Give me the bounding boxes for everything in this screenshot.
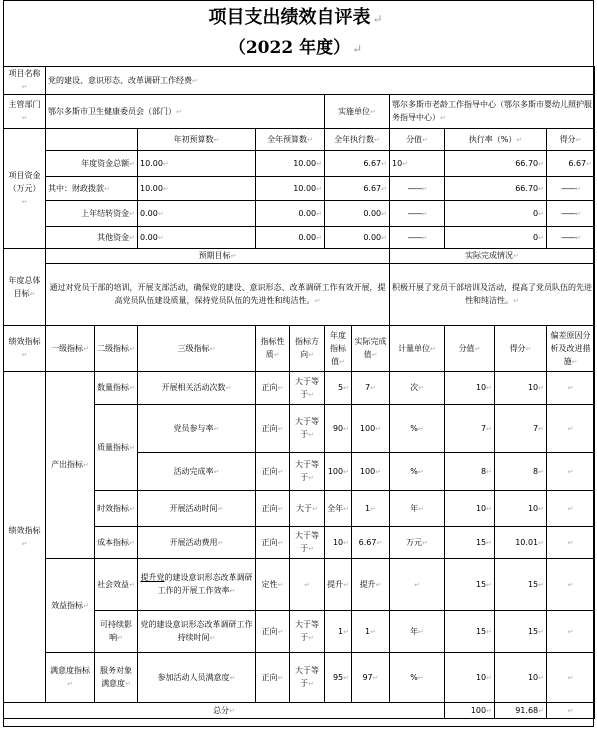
indicator-actual: 1 ↵ xyxy=(352,611,390,653)
indicator-nature: 正向 ↵ xyxy=(256,527,290,559)
dept-value: 鄂尔多斯市卫生健康委员会（部门） ↵ xyxy=(46,95,325,129)
indicator-score-value: 15 ↵ xyxy=(445,611,495,653)
goals-actual-text: 积极开展了党员干部培训及活动，提高了党员队伍的先进性和纯洁性。 ↵ xyxy=(390,264,595,326)
indicator-actual: 提升 ↵ xyxy=(352,559,390,611)
row-indicator-header xyxy=(4,326,595,372)
service-satisfaction-label: 服务对象满意度 ↵ xyxy=(95,653,138,703)
funds-header-executed: 全年执行数 ↵ xyxy=(325,129,390,151)
indicator-name: 参加活动人员满意度 ↵ xyxy=(138,653,256,703)
funds-annual: 0.00 ↵ xyxy=(256,227,325,249)
total-score-value: 100 ↵ xyxy=(445,703,495,719)
indicator-unit: 年 ↵ xyxy=(390,611,445,653)
indicator-score: 10 ↵ xyxy=(495,372,547,405)
indicator-unit: 年 ↵ xyxy=(390,491,445,527)
effect-indicator-label: 效益指标 ↵ xyxy=(46,559,95,653)
quantity-indicator-label: 数量指标 ↵ xyxy=(95,372,138,405)
indicator-direction: 大于等于 ↵ xyxy=(290,372,325,405)
row-funds-fiscal xyxy=(4,177,595,201)
indicator-unit: % ↵ xyxy=(390,653,445,703)
indicator-score-value: 10 ↵ xyxy=(445,653,495,703)
row-funds-other xyxy=(4,227,595,249)
impl-label: 实施单位 ↵ xyxy=(325,95,390,129)
indicator-actual: 100 ↵ xyxy=(352,405,390,453)
funds-row-name: 其中：财政拨款 ↵ xyxy=(46,177,138,201)
indicator-unit: 次 ↵ xyxy=(390,372,445,405)
ind-header-level3: 三级指标 ↵ xyxy=(138,326,256,372)
funds-rate: 66.70 ↵ xyxy=(445,151,547,177)
indicator-name: 党的建设意识形态改革调研工作持续时间 ↵ xyxy=(138,611,256,653)
indicator-annual: 1 ↵ xyxy=(325,611,352,653)
dept-label: 主管部门 ↵ xyxy=(4,95,46,129)
indicator-annual: 5 ↵ xyxy=(325,372,352,405)
indicator-unit: % ↵ xyxy=(390,405,445,453)
funds-row-name: 年度资金总额 ↵ xyxy=(46,151,138,177)
indicator-name: 活动完成率 ↵ xyxy=(138,453,256,491)
indicator-deviation xyxy=(547,527,595,559)
indicator-row xyxy=(4,653,595,703)
row-funds-total xyxy=(4,151,595,177)
indicator-nature: 定性 ↵ xyxy=(256,559,290,611)
indicator-actual: 97 ↵ xyxy=(352,653,390,703)
funds-annual: 10.00 ↵ xyxy=(256,177,325,201)
indicator-direction: 大于 ↵ xyxy=(290,491,325,527)
indicator-deviation xyxy=(547,653,595,703)
row-funds-header xyxy=(4,129,595,151)
funds-score-value: —— ↵ xyxy=(390,201,445,227)
project-name-label: 项目名称 ↵ xyxy=(4,67,46,95)
ind-header-deviation: 偏差原因分析及改进措施 ↵ xyxy=(547,326,595,372)
output-indicator-label: 产出指标 ↵ xyxy=(46,372,95,559)
funds-score-value: 10 ↵ xyxy=(390,151,445,177)
indicator-row xyxy=(4,559,595,611)
indicator-nature: 正向 ↵ xyxy=(256,453,290,491)
funds-score: —— ↵ xyxy=(547,227,595,249)
indicator-score: 15 ↵ xyxy=(495,611,547,653)
indicator-annual: 全年 ↵ xyxy=(325,491,352,527)
ind-header-actual: 实际完成值 ↵ xyxy=(352,326,390,372)
ind-header-score: 得分 ↵ xyxy=(495,326,547,372)
indicator-direction: 大于等于 ↵ xyxy=(290,611,325,653)
sustain-label: 可持续影响 ↵ xyxy=(95,611,138,653)
indicator-actual: 1 ↵ xyxy=(352,491,390,527)
indicator-direction: 大于等于 ↵ xyxy=(290,453,325,491)
funds-annual: 10.00 ↵ xyxy=(256,151,325,177)
funds-score-value: —— ↵ xyxy=(390,227,445,249)
indicator-deviation xyxy=(547,453,595,491)
indicator-deviation xyxy=(547,405,595,453)
ind-header-unit: 计量单位 ↵ xyxy=(390,326,445,372)
indicator-direction: 大于等于 ↵ xyxy=(290,405,325,453)
indicator-score-value: 10 ↵ xyxy=(445,491,495,527)
ind-header-nature: 指标性质 ↵ xyxy=(256,326,290,372)
year-text: （2022 年度） xyxy=(228,38,351,58)
total-score: 91.68 ↵ xyxy=(495,703,547,719)
row-total xyxy=(4,703,595,719)
funds-executed: 6.67 ↵ xyxy=(325,177,390,201)
indicator-nature: 正向 ↵ xyxy=(256,611,290,653)
indicator-direction: 大于等于 ↵ xyxy=(290,653,325,703)
indicator-unit: 万元 ↵ xyxy=(390,527,445,559)
funds-initial: 0.00 ↵ xyxy=(138,227,256,249)
indicator-name: 党员参与率 ↵ xyxy=(138,405,256,453)
indicator-name: 开展活动时间 ↵ xyxy=(138,491,256,527)
indicator-nature: 正向 ↵ xyxy=(256,491,290,527)
row-department xyxy=(4,95,595,129)
indicator-annual: 提升 ↵ xyxy=(325,559,352,611)
total-label: 总分 ↵ xyxy=(4,703,445,719)
indicator-name: 开展相关活动次数 ↵ xyxy=(138,372,256,405)
indicator-actual: 100 ↵ xyxy=(352,453,390,491)
ind-header-level1: 一级指标 ↵ xyxy=(46,326,95,372)
funds-score-value: —— ↵ xyxy=(390,177,445,201)
goals-expected-label: 预期目标 ↵ xyxy=(46,249,390,264)
funds-row-name: 其他资金 ↵ xyxy=(46,227,138,249)
funds-initial: 10.00 ↵ xyxy=(138,177,256,201)
indicator-annual: 100 ↵ xyxy=(325,453,352,491)
social-benefit-label: 社会效益 ↵ xyxy=(95,559,138,611)
cost-indicator-label: 成本指标 ↵ xyxy=(95,527,138,559)
indicator-unit xyxy=(390,559,445,611)
indicator-direction xyxy=(290,559,325,611)
funds-score: —— ↵ xyxy=(547,177,595,201)
funds-rate: 0 ↵ xyxy=(445,227,547,249)
indicator-score-value: 7 ↵ xyxy=(445,405,495,453)
goals-expected-text: 通过对党员干部的培训，开展支部活动，确保党的建设、意识形态、改革调研工作有效开展，提高党员队伍建设质量，保持党员队伍的先进性和纯洁性。 ↵ xyxy=(46,264,390,326)
ind-header-annual: 年度指标值 ↵ xyxy=(325,326,352,372)
indicator-annual: 90 ↵ xyxy=(325,405,352,453)
ind-header-score-value: 分值 ↵ xyxy=(445,326,495,372)
funds-executed: 6.67 ↵ xyxy=(325,151,390,177)
quality-indicator-label: 质量指标 ↵ xyxy=(95,405,138,491)
indicator-name: 开展活动费用 ↵ xyxy=(138,527,256,559)
row-goals-header xyxy=(4,249,595,264)
indicator-annual: 95 ↵ xyxy=(325,653,352,703)
funds-rate: 0 ↵ xyxy=(445,201,547,227)
indicator-deviation xyxy=(547,559,595,611)
ind-header-level2: 二级指标 ↵ xyxy=(95,326,138,372)
project-name-value: 党的建设、意识形态、改革调研工作经费 ↵ xyxy=(46,67,595,95)
funds-header-annual: 全年预算数 ↵ xyxy=(256,129,325,151)
indicator-nature: 正向 ↵ xyxy=(256,372,290,405)
funds-score: —— ↵ xyxy=(547,201,595,227)
ind-col0-label: 绩效指标 ↵ xyxy=(4,372,46,703)
indicator-score: 8 ↵ xyxy=(495,453,547,491)
indicator-direction: 大于等于 ↵ xyxy=(290,527,325,559)
funds-label: 项目资金（万元） ↵ xyxy=(4,129,46,249)
indicator-nature: 正向 ↵ xyxy=(256,405,290,453)
indicator-actual: 6.67 ↵ xyxy=(352,527,390,559)
indicator-name-rest: 的建设意识形态改革调研工作的开展工作效率 xyxy=(157,573,253,595)
indicator-score: 7 ↵ xyxy=(495,405,547,453)
indicator-score: 10 ↵ xyxy=(495,653,547,703)
row-project-name xyxy=(4,67,595,95)
ind-header-direction: 指标方向 ↵ xyxy=(290,326,325,372)
funds-row-name: 上年结转资金 ↵ xyxy=(46,201,138,227)
funds-executed: 0.00 ↵ xyxy=(325,201,390,227)
page-subtitle: （2022 年度） ↵ xyxy=(228,38,363,58)
funds-annual: 0.00 ↵ xyxy=(256,201,325,227)
funds-initial: 0.00 ↵ xyxy=(138,201,256,227)
title-text: 项目支出绩效自评表 xyxy=(208,7,371,28)
funds-initial: 10.00 ↵ xyxy=(138,151,256,177)
page-title: 项目支出绩效自评表 ↵ xyxy=(208,7,383,28)
indicator-unit: % ↵ xyxy=(390,453,445,491)
funds-executed: 0.00 ↵ xyxy=(325,227,390,249)
indicator-row xyxy=(4,372,595,405)
funds-rate: 66.70 ↵ xyxy=(445,177,547,201)
funds-header-blank xyxy=(46,129,138,151)
indicator-score: 15 ↵ xyxy=(495,559,547,611)
satisfaction-indicator-label: 满意度指标 ↵ xyxy=(46,653,95,703)
indicator-deviation xyxy=(547,611,595,653)
total-deviation xyxy=(547,703,595,719)
ind-header-col0: 绩效指标 ↵ xyxy=(4,326,46,372)
indicator-annual: 10 ↵ xyxy=(325,527,352,559)
indicator-deviation xyxy=(547,491,595,527)
indicator-deviation xyxy=(547,372,595,405)
indicator-actual: 7 ↵ xyxy=(352,372,390,405)
indicator-score-value: 15 ↵ xyxy=(445,527,495,559)
funds-header-score: 得分 ↵ xyxy=(547,129,595,151)
indicator-name xyxy=(138,559,256,611)
indicator-score-value: 15 ↵ xyxy=(445,559,495,611)
funds-header-score-value: 分值 ↵ xyxy=(390,129,445,151)
funds-header-rate: 执行率（%） ↵ xyxy=(445,129,547,151)
indicator-score-value: 8 ↵ xyxy=(445,453,495,491)
row-funds-carryover xyxy=(4,201,595,227)
indicator-score: 10.01 ↵ xyxy=(495,527,547,559)
row-goals-body xyxy=(4,264,595,326)
funds-header-initial: 年初预算数 ↵ xyxy=(138,129,256,151)
indicator-score: 10 ↵ xyxy=(495,491,547,527)
goals-actual-label: 实际完成情况 ↵ xyxy=(390,249,595,264)
time-indicator-label: 时效指标 ↵ xyxy=(95,491,138,527)
indicator-score-value: 10 ↵ xyxy=(445,372,495,405)
impl-value: 鄂尔多斯市老龄工作指导中心（鄂尔多斯市婴幼儿照护服务指导中心） ↵ xyxy=(390,95,595,129)
indicator-nature: 正向 ↵ xyxy=(256,653,290,703)
funds-score: 6.67 ↵ xyxy=(547,151,595,177)
evaluation-table xyxy=(3,66,595,719)
goals-label: 年度总体目标 ↵ xyxy=(4,249,46,326)
indicator-name-underlined: 提升党 xyxy=(140,573,165,582)
